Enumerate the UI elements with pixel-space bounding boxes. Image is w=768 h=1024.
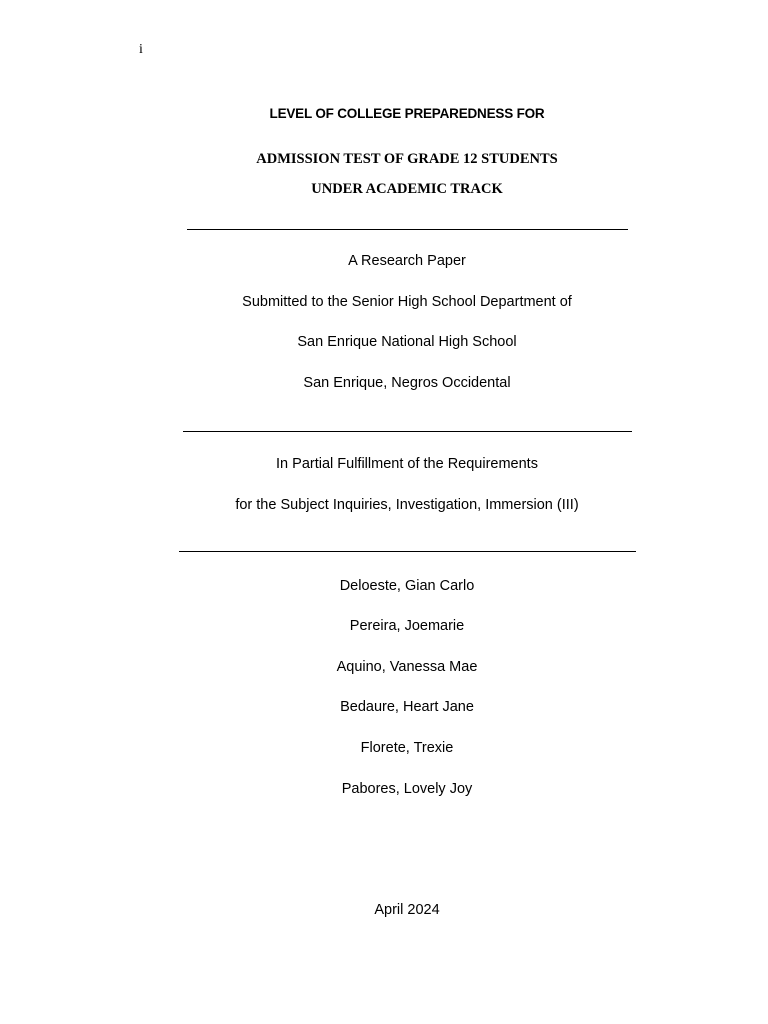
- author-name: Deloeste, Gian Carlo: [339, 578, 475, 594]
- divider-3: [179, 551, 636, 552]
- school-name: San Enrique National High School: [297, 334, 517, 350]
- submission-date: April 2024: [374, 902, 440, 918]
- submitted-to: Submitted to the Senior High School Department of: [242, 294, 572, 310]
- divider-1: [187, 229, 628, 230]
- title-line-3: UNDER ACADEMIC TRACK: [311, 181, 503, 197]
- fulfillment-line-1: In Partial Fulfillment of the Requirements: [276, 456, 538, 472]
- author-name: Florete, Trexie: [360, 740, 454, 756]
- divider-2: [183, 431, 632, 432]
- paper-type: A Research Paper: [348, 253, 466, 269]
- author-name: Bedaure, Heart Jane: [340, 699, 474, 715]
- school-location: San Enrique, Negros Occidental: [303, 375, 511, 391]
- title-line-1: LEVEL OF COLLEGE PREPAREDNESS FOR: [269, 106, 545, 121]
- author-name: Aquino, Vanessa Mae: [336, 659, 478, 675]
- page-number: i: [139, 42, 143, 57]
- author-name: Pereira, Joemarie: [349, 618, 465, 634]
- title-line-2: ADMISSION TEST OF GRADE 12 STUDENTS: [256, 151, 558, 167]
- fulfillment-line-2: for the Subject Inquiries, Investigation, Immersion (III): [235, 497, 579, 513]
- author-name: Pabores, Lovely Joy: [341, 781, 473, 797]
